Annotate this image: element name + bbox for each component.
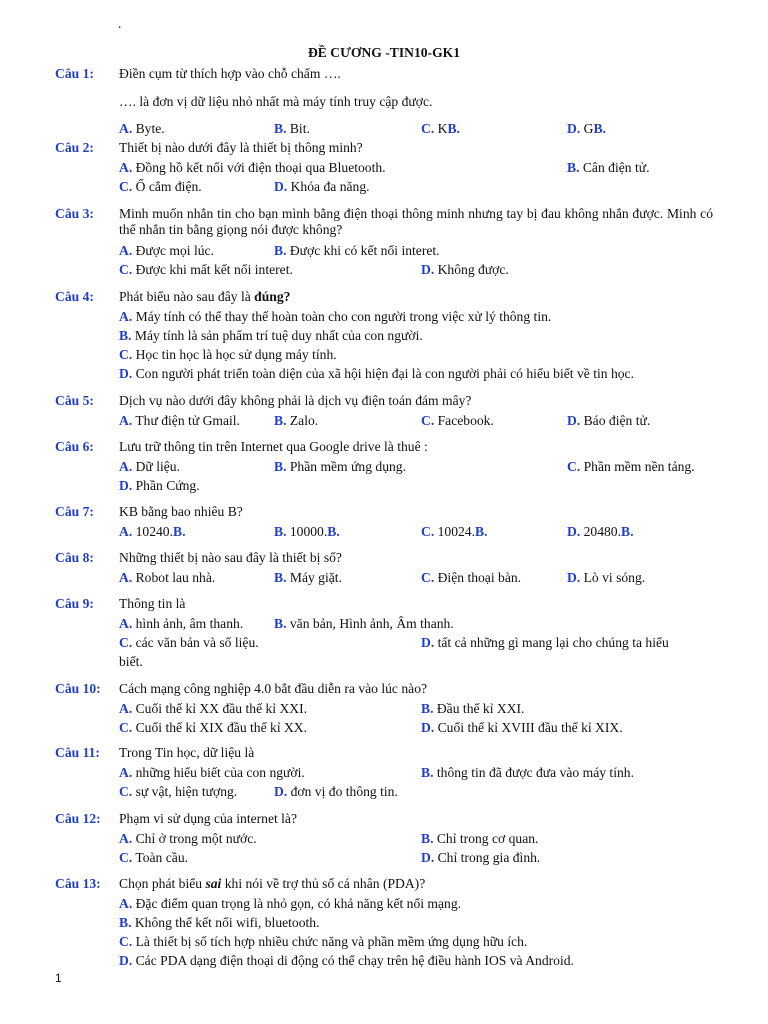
answer-option[interactable]	[274, 616, 454, 632]
option-letter: A.	[119, 413, 133, 428]
answer-option[interactable]	[274, 413, 318, 429]
answer-option[interactable]	[421, 701, 524, 717]
option-letter: C.	[421, 524, 435, 539]
question-text	[119, 550, 342, 566]
unit-suffix: B.	[475, 524, 488, 539]
option-text: đơn vị đo thông tin.	[287, 784, 398, 799]
answer-option[interactable]	[119, 478, 200, 494]
option-text: các văn bản và số liệu.	[132, 635, 259, 650]
option-text: 20480.	[580, 524, 621, 539]
answer-option[interactable]	[421, 850, 540, 866]
option-text: 10024.	[434, 524, 475, 539]
answer-option[interactable]	[119, 720, 307, 736]
text-run: biết.	[119, 654, 143, 669]
answer-option[interactable]	[119, 366, 634, 382]
option-letter: A.	[119, 309, 133, 324]
header-mark: .	[118, 16, 122, 31]
unit-suffix: B.	[447, 121, 460, 136]
option-letter: B.	[274, 616, 287, 631]
option-letter: B.	[421, 831, 434, 846]
text-run: Trong Tin học, dữ liệu là	[119, 745, 255, 760]
option-text: Máy tính có thể thay thế hoàn toàn cho con người trong việc xử lý thông tin.	[132, 309, 552, 324]
unit-suffix: B.	[173, 524, 186, 539]
text-run: …. là đơn vị dữ liệu nhỏ nhất mà máy tính truy cập được.	[119, 94, 433, 109]
text-run: Phát biểu nào sau đây là	[119, 289, 255, 304]
option-letter: D.	[567, 570, 581, 585]
option-letter: D.	[567, 413, 581, 428]
option-text: Được khi mất kết nối interet.	[132, 262, 293, 277]
option-letter: C.	[119, 784, 133, 799]
option-letter: C.	[421, 121, 435, 136]
option-text: Chỉ ở trong một nước.	[132, 831, 257, 846]
question-number: Câu 1:	[55, 66, 94, 81]
option-text: Máy giặt.	[286, 570, 342, 585]
answer-option[interactable]	[119, 915, 320, 931]
option-text: Điện thoại bàn.	[434, 570, 522, 585]
page-number: 1	[55, 971, 62, 985]
option-text: K	[434, 121, 448, 136]
text-run: khi nói về trợ thủ số cá nhân (PDA)?	[221, 876, 426, 891]
question-text	[119, 745, 254, 761]
answer-option[interactable]	[119, 953, 574, 969]
question-number: Câu 12:	[55, 811, 101, 826]
unit-suffix: B.	[327, 524, 340, 539]
option-text: Cân điện tử.	[579, 160, 650, 175]
option-letter: D.	[421, 635, 435, 650]
option-letter: C.	[421, 413, 435, 428]
option-letter: D.	[421, 850, 435, 865]
question-text	[119, 681, 427, 697]
answer-option[interactable]	[421, 262, 509, 278]
option-text: Báo điện tử.	[580, 413, 651, 428]
question-text	[119, 206, 713, 238]
option-letter: B.	[274, 459, 287, 474]
option-letter: C.	[119, 347, 133, 362]
answer-option[interactable]	[119, 179, 202, 195]
option-letter: B.	[274, 524, 287, 539]
option-text: Cuối thế kỉ XVIII đầu thế kỉ XIX.	[434, 720, 623, 735]
answer-option[interactable]	[119, 121, 165, 137]
answer-option[interactable]	[119, 784, 237, 800]
question-text	[119, 811, 297, 827]
text-run: Minh muốn nhắn tin cho bạn mình bằng điện thoại thông minh nhưng tay bị đau không nhắn được. Minh có thể nhắn tin bằng giọng nói được không?	[119, 206, 713, 237]
option-text: Con người phát triển toàn diện của xã hội hiện đại là con người phải có hiểu biết về tin học.	[132, 366, 634, 381]
option-letter: D.	[567, 524, 581, 539]
answer-option[interactable]	[119, 160, 386, 176]
option-text: Không được.	[434, 262, 509, 277]
question-number: Câu 3:	[55, 206, 94, 221]
answer-option[interactable]	[119, 524, 185, 540]
option-letter: C.	[119, 635, 133, 650]
option-text: Cuối thế kỉ XIX đầu thế kỉ XX.	[132, 720, 308, 735]
text-run: Thiết bị nào dưới đây là thiết bị thông minh?	[119, 140, 363, 155]
question-number: Câu 5:	[55, 393, 94, 408]
question-text	[119, 596, 185, 612]
answer-option[interactable]	[421, 720, 623, 736]
question-number: Câu 13:	[55, 876, 101, 891]
question-number: Câu 8:	[55, 550, 94, 565]
question-text	[119, 289, 290, 305]
option-text: hình ảnh, âm thanh.	[132, 616, 244, 631]
answer-option[interactable]	[119, 831, 257, 847]
option-letter: C.	[119, 934, 133, 949]
option-letter: A.	[119, 459, 133, 474]
option-letter: B.	[421, 701, 434, 716]
answer-option[interactable]	[274, 784, 398, 800]
answer-option[interactable]	[274, 570, 342, 586]
answer-option[interactable]	[119, 896, 461, 912]
question-text	[119, 439, 428, 455]
option-text: G	[580, 121, 594, 136]
option-text: Đồng hồ kết nối với điện thoại qua Bluetooth.	[132, 160, 386, 175]
option-letter: A.	[119, 896, 133, 911]
question-text	[119, 504, 243, 520]
text-run: KB bằng bao nhiêu B?	[119, 504, 243, 519]
option-letter: C.	[119, 179, 133, 194]
option-text: Cuối thế kỉ XX đầu thế kỉ XXI.	[132, 701, 308, 716]
question-text	[119, 654, 143, 670]
option-text: 10000.	[286, 524, 328, 539]
answer-option[interactable]	[119, 413, 240, 429]
option-letter: D.	[567, 121, 581, 136]
question-number: Câu 4:	[55, 289, 94, 304]
unit-suffix: B.	[593, 121, 606, 136]
option-text: Đầu thế kỉ XXI.	[433, 701, 525, 716]
answer-option[interactable]	[421, 570, 521, 586]
answer-option[interactable]	[567, 459, 695, 475]
answer-option[interactable]	[119, 262, 293, 278]
answer-option[interactable]	[421, 831, 538, 847]
option-text: Zalo.	[286, 413, 319, 428]
answer-option[interactable]	[119, 850, 188, 866]
question-text	[119, 393, 471, 409]
option-letter: D.	[119, 953, 133, 968]
option-letter: D.	[274, 784, 288, 799]
text-run: Cách mạng công nghiệp 4.0 bắt đầu diễn ra vào lúc nào?	[119, 681, 428, 696]
option-text: Phần Cứng.	[132, 478, 200, 493]
answer-option[interactable]	[421, 413, 494, 429]
option-text: Đặc điểm quan trọng là nhỏ gọn, có khả năng kết nối mạng.	[132, 896, 462, 911]
option-text: Dữ liệu.	[132, 459, 180, 474]
answer-option[interactable]	[567, 160, 650, 176]
question-number: Câu 2:	[55, 140, 94, 155]
answer-option[interactable]	[119, 309, 551, 325]
option-text: Ổ cắm điện.	[132, 179, 202, 194]
answer-option[interactable]	[274, 121, 310, 137]
text-run: Những thiết bị nào sau đây là thiết bị số?	[119, 550, 342, 565]
question-text	[119, 66, 341, 82]
answer-option[interactable]	[567, 121, 606, 137]
question-text	[119, 140, 363, 156]
option-letter: D.	[421, 720, 435, 735]
document-title: ĐỀ CƯƠNG -TIN10-GK1	[307, 45, 461, 60]
question-text	[119, 94, 432, 110]
question-number: Câu 9:	[55, 596, 94, 611]
answer-option[interactable]	[119, 328, 423, 344]
answer-option[interactable]	[274, 243, 440, 259]
option-text: Là thiết bị số tích hợp nhiều chức năng và phần mềm ứng dụng hữu ích.	[132, 934, 528, 949]
option-letter: B.	[421, 765, 434, 780]
answer-option[interactable]	[274, 524, 340, 540]
option-letter: A.	[119, 616, 133, 631]
option-letter: A.	[119, 701, 133, 716]
option-text: Bit.	[286, 121, 310, 136]
option-letter: C.	[119, 262, 133, 277]
option-letter: A.	[119, 121, 133, 136]
option-letter: B.	[274, 413, 287, 428]
option-letter: B.	[274, 570, 287, 585]
answer-option[interactable]	[119, 570, 215, 586]
option-text: sự vật, hiện tượng.	[132, 784, 238, 799]
option-letter: D.	[274, 179, 288, 194]
option-text: Thư điện tử Gmail.	[132, 413, 240, 428]
unit-suffix: B.	[621, 524, 634, 539]
option-text: Facebook.	[434, 413, 494, 428]
option-text: Không thể kết nối wifi, bluetooth.	[131, 915, 320, 930]
text-run: Lưu trữ thông tin trên Internet qua Google drive là thuê :	[119, 439, 428, 454]
answer-option[interactable]	[119, 934, 527, 950]
option-letter: B.	[119, 915, 132, 930]
option-letter: A.	[119, 243, 133, 258]
answer-option[interactable]	[274, 459, 406, 475]
answer-option[interactable]	[567, 413, 650, 429]
answer-option[interactable]	[421, 524, 487, 540]
option-letter: B.	[274, 121, 287, 136]
option-text: Chỉ trong cơ quan.	[433, 831, 539, 846]
answer-option[interactable]	[119, 765, 305, 781]
option-text: Robot lau nhà.	[132, 570, 216, 585]
option-letter: C.	[567, 459, 581, 474]
text-run: Thông tin là	[119, 596, 186, 611]
option-text: tất cả những gì mang lại cho chúng ta hiểu	[434, 635, 669, 650]
option-text: Được khi có kết nối interet.	[286, 243, 440, 258]
option-text: Toàn cầu.	[132, 850, 189, 865]
question-number: Câu 6:	[55, 439, 94, 454]
option-letter: A.	[119, 831, 133, 846]
option-text: Phần mềm ứng dụng.	[286, 459, 406, 474]
option-letter: A.	[119, 160, 133, 175]
option-text: 10240.	[132, 524, 173, 539]
question-number: Câu 7:	[55, 504, 94, 519]
option-letter: C.	[421, 570, 435, 585]
option-text: Học tin học là học sử dụng máy tính.	[132, 347, 337, 362]
option-text: Được mọi lúc.	[132, 243, 214, 258]
answer-option[interactable]	[119, 347, 337, 363]
option-text: thông tin đã được đưa vào máy tính.	[433, 765, 634, 780]
option-text: Các PDA dạng điện thoại di động có thể chạy trên hệ điều hành IOS và Android.	[132, 953, 574, 968]
option-letter: D.	[119, 478, 133, 493]
text-run: Chọn phát biểu	[119, 876, 206, 891]
answer-option[interactable]	[119, 459, 180, 475]
option-letter: A.	[119, 765, 133, 780]
option-letter: D.	[119, 366, 133, 381]
answer-option[interactable]	[119, 243, 214, 259]
question-number: Câu 10:	[55, 681, 101, 696]
option-text: Chỉ trong gia đình.	[434, 850, 541, 865]
answer-option[interactable]	[567, 524, 633, 540]
text-run: Điền cụm từ thích hợp vào chỗ chấm ….	[119, 66, 341, 81]
option-text: Byte.	[132, 121, 165, 136]
answer-option[interactable]	[567, 570, 645, 586]
answer-option[interactable]	[421, 635, 669, 651]
option-letter: D.	[421, 262, 435, 277]
question-number: Câu 11:	[55, 745, 100, 760]
option-text: những hiểu biết của con người.	[132, 765, 305, 780]
bold-text: đúng?	[254, 289, 291, 304]
option-letter: B.	[119, 328, 132, 343]
answer-option[interactable]	[421, 121, 460, 137]
answer-option[interactable]	[119, 701, 307, 717]
question-text	[119, 876, 425, 892]
option-text: Khóa đa năng.	[287, 179, 370, 194]
option-letter: C.	[119, 720, 133, 735]
option-text: Lò vi sóng.	[580, 570, 646, 585]
answer-option[interactable]	[421, 765, 634, 781]
option-letter: A.	[119, 570, 133, 585]
option-letter: C.	[119, 850, 133, 865]
option-text: Phần mềm nền tảng.	[580, 459, 695, 474]
option-text: văn bản, Hình ảnh, Âm thanh.	[286, 616, 454, 631]
text-run: Phạm vi sử dụng của internet là?	[119, 811, 297, 826]
option-text: Máy tính là sản phẩm trí tuệ duy nhất của con người.	[131, 328, 423, 343]
option-letter: A.	[119, 524, 133, 539]
emphasis-text: sai	[205, 876, 222, 891]
option-letter: B.	[274, 243, 287, 258]
answer-option[interactable]	[274, 179, 370, 195]
answer-option[interactable]	[119, 635, 259, 651]
answer-option[interactable]	[119, 616, 243, 632]
option-letter: B.	[567, 160, 580, 175]
text-run: Dịch vụ nào dưới đây không phải là dịch vụ điện toán đám mây?	[119, 393, 472, 408]
